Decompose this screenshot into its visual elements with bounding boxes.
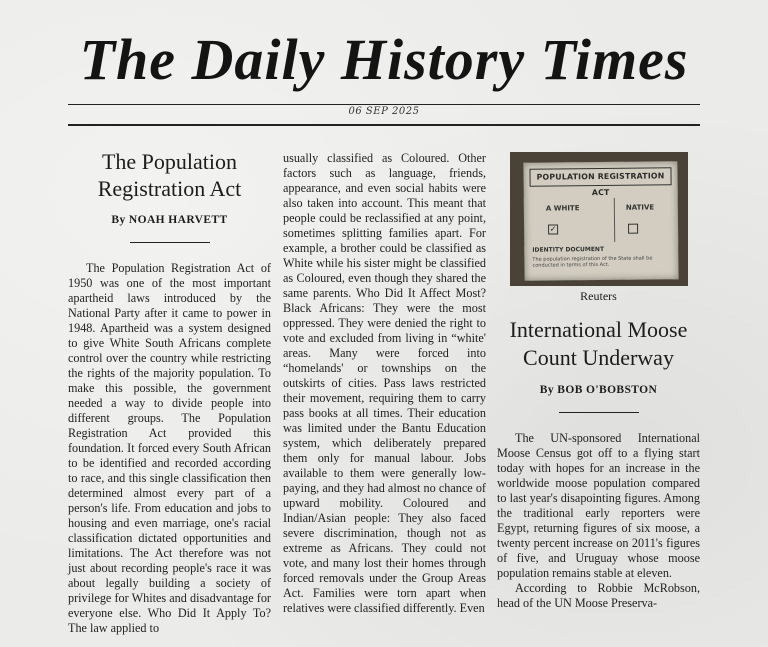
- article1-byline: By NOAH HARVETT: [111, 214, 228, 226]
- article2-body: [497, 431, 700, 611]
- sidebar-column: [497, 148, 700, 611]
- form-doc-title: IDENTITY DOCUMENT: [531, 245, 604, 254]
- masthead-bottom-rule: [68, 124, 700, 126]
- photo-credit: Reuters: [580, 289, 617, 303]
- article2-headline: International Moose Count Underway: [509, 317, 688, 370]
- registration-form-photo: [510, 152, 688, 286]
- empty-box-icon: [628, 224, 638, 234]
- checked-box-icon: ✓: [549, 224, 556, 234]
- article1-body-col1: [68, 261, 271, 636]
- masthead-title: The Daily History Times: [79, 27, 689, 92]
- article1-body-col2: [283, 151, 486, 616]
- article1-headline: The Population Registration Act: [97, 149, 242, 201]
- dateline: 06 SEP 2025: [348, 106, 420, 117]
- form-divider: [613, 198, 614, 242]
- article1-paragraph: The Population Registration Act of 1950 was one of the most important apartheid laws introduced by the National Party after it came to power in 1948. Apartheid was a system designed to give White South Africans complete control over the country while restricting the rights of the majority population. To make this possible, the government needed a way to divide people into different groups. The Population Registration Act provided this foundation. It forced every South African to be identified and recorded according to race, and this single classification then determined almost every part of a person's life. From education and jobs to housing and even marriage, one's racial classification dictated opportunities and limitations. The Act therefore was not just about recording people's race it was about legally building a society of privilege for Whites and disadvantage for everyone else. Who Did It Apply To? The law applied to: [68, 261, 271, 635]
- form-card: [523, 161, 678, 281]
- article2-paragraph-1: The UN-sponsored International Moose Census got off to a flying start today with hopes for an increase in the worldwide moose population compared to last year's disapointing figures. Among the traditional early reporters were Egypt, returning figures of six moose, a twenty percent increase on 2011's figures of five, and Uruguay whose moose population remains stable at eleven.: [497, 431, 700, 580]
- article1-column2: [283, 151, 486, 616]
- masthead-top-rule: [68, 104, 700, 105]
- article2-divider: [559, 412, 639, 413]
- form-title: POPULATION REGISTRATION ACT: [529, 167, 671, 186]
- article2-paragraph-2: According to Robbie McRobson, head of the UN Moose Preserva-: [497, 581, 700, 610]
- article2-byline: By BOB O'BOBSTON: [539, 384, 658, 396]
- form-label-white: A WHITE: [545, 204, 580, 213]
- article1-column1: [68, 148, 271, 636]
- form-doc-text: The population registration of the State shall be conducted in terms of this Act.: [531, 255, 652, 269]
- article1-paragraph-continued: usually classified as Coloured. Other factors such as language, friends, appearance, and even social habits were also taken into account. This meant that people could be reclassified at any point, sometimes splitting families apart. For example, a brother could be classified as White while his sister might be classified as Coloured, even though they shared the same parents. Who Did It Affect Most? Black Africans: They were the most oppressed. They were denied the right to vote and excluded from living in “white' areas. Many were forced into “homelands' or townships on the outskirts of cities. Pass laws restricted their movement, requiring them to carry pass books at all times. Their education was limited under the Bantu Education system, which deliberately prepared them only for manual labour. Jobs available to them were generally low-paying, and they had almost no chance of upward mobility. Coloured and Indian/Asian people: They also faced severe discrimination, though not as extreme as Africans. They could not vote, and many lost their homes through forced removals under the Group Areas Act. Families were torn apart when relatives were classified differently. Even: [283, 151, 486, 615]
- article1-divider: [130, 242, 210, 243]
- form-label-native: NATIVE: [625, 203, 654, 212]
